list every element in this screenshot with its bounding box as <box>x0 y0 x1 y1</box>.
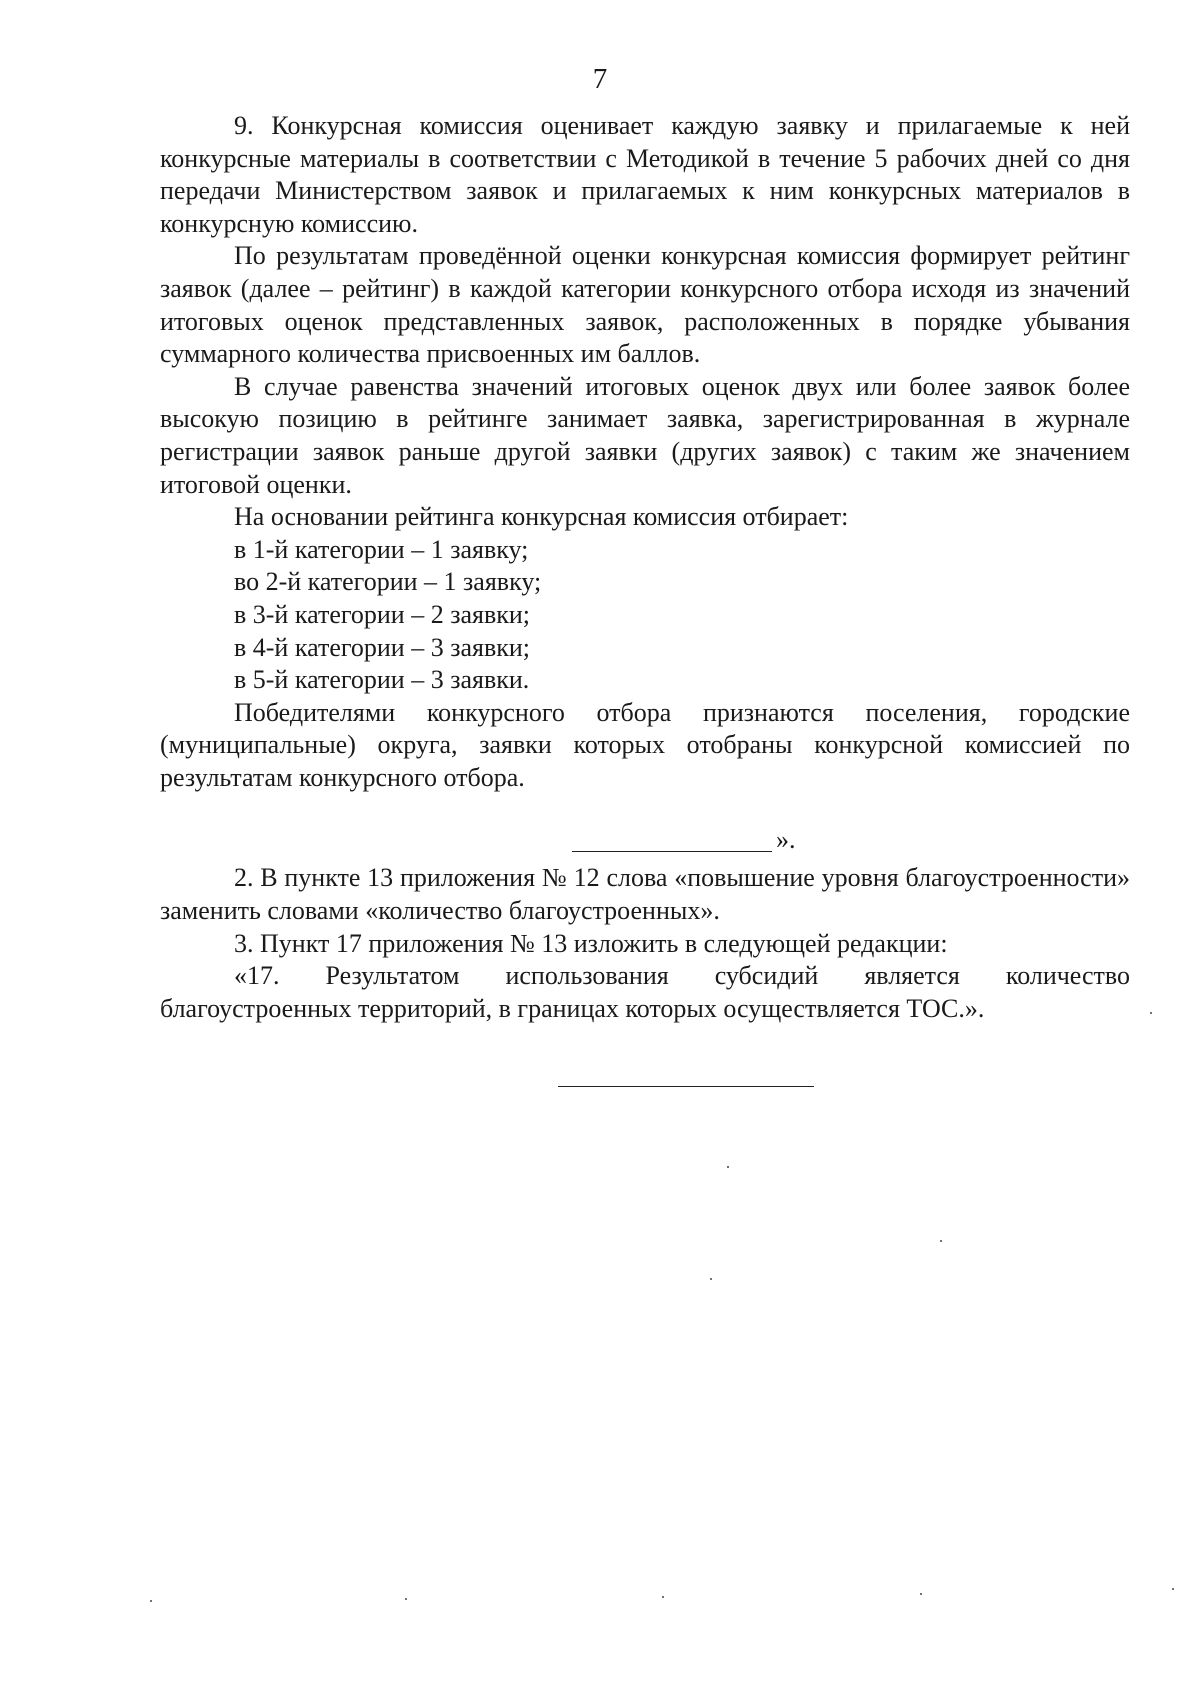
scan-speck <box>920 1593 922 1595</box>
list-item-category-2: во 2-й категории – 1 заявку; <box>234 567 542 597</box>
list-item-category-3: в 3-й категории – 2 заявки; <box>234 599 531 629</box>
document-body <box>160 110 1130 1025</box>
page-number: 7 <box>592 63 608 95</box>
closing-quote-mark: ». <box>776 825 796 855</box>
scan-speck <box>405 1598 407 1600</box>
list-item-category-5: в 5-й категории – 3 заявки. <box>234 665 530 695</box>
scan-speck <box>710 1278 712 1280</box>
closing-quote-line <box>160 822 1130 862</box>
amendment-3: 3. Пункт 17 приложения № 13 изложить в следующей редакции: <box>234 928 948 958</box>
scan-speck <box>662 1596 664 1598</box>
closing-underline <box>572 851 772 852</box>
paragraph-winners: Победителями конкурсного отбора признаются поселения, городские (муниципальные) округа, заявки которых отобраны конкурсной комиссией по результатам конкурсного отбора. <box>160 697 1130 792</box>
paragraph-rating: По результатам проведённой оценки конкурсная комиссия формирует рейтинг заявок (далее – рейтинг) в каждой категории конкурсного отбора исходя из значений итоговых оценок представленных заявок, расположенных в порядке убывания суммарного количества присвоенных им баллов. <box>160 241 1130 369</box>
scan-speck <box>727 1166 729 1168</box>
amendment-2: 2. В пункте 13 приложения № 12 слова «повышение уровня благоустроенности» заменить словами «количество благоустроенных». <box>160 863 1130 926</box>
scan-speck <box>1172 1588 1174 1590</box>
scan-speck <box>940 1240 942 1242</box>
scan-speck <box>1150 1012 1152 1014</box>
list-item-category-1: в 1-й категории – 1 заявку; <box>234 534 529 564</box>
paragraph-selection-intro: На основании рейтинга конкурсная комиссия отбирает: <box>234 502 849 532</box>
end-of-document-rule <box>558 1086 814 1087</box>
paragraph-equal-scores: В случае равенства значений итоговых оценок двух или более заявок более высокую позицию в рейтинге занимает заявка, зарегистрированная в журнале регистрации заявок раньше другой заявки (других заявок) с таким же значением итоговой оценки. <box>160 371 1130 499</box>
list-item-category-4: в 4-й категории – 3 заявки; <box>234 632 531 662</box>
paragraph-9: 9. Конкурсная комиссия оценивает каждую заявку и прилагаемые к ней конкурсные материалы в соответствии с Методикой в течение 5 рабочих дней со дня передачи Министерством заявок и прилагаемых к ним конкурсных материалов в конкурсную комиссию. <box>160 111 1130 238</box>
scan-speck <box>150 1600 152 1602</box>
amendment-3-text: «17. Результатом использования субсидий является количество благоустроенных территорий, в границах которых осуществляется ТОС.». <box>160 961 1130 1023</box>
